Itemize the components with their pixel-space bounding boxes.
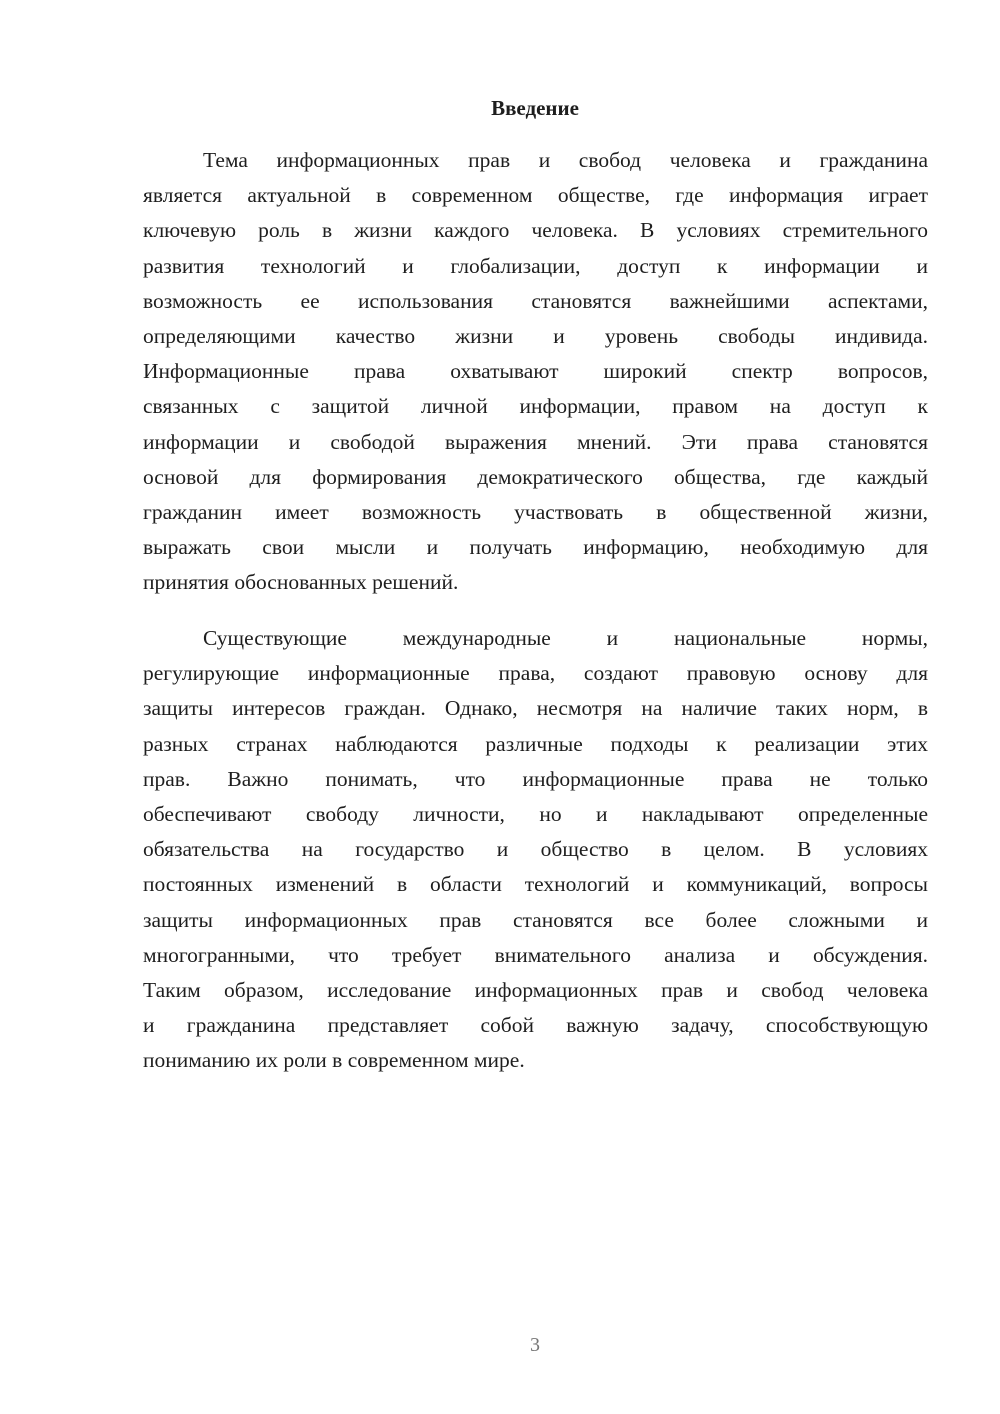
text-line: Таким образом, исследование информационных прав и свобод человека xyxy=(143,977,928,1002)
text-line: разных странах наблюдаются различные подходы к реализации этих xyxy=(143,731,928,756)
text-line: и гражданина представляет собой важную задачу, способствующую xyxy=(143,1013,928,1038)
text-line: Существующие международные и национальные нормы, xyxy=(203,626,928,650)
text-line: регулирующие информационные права, создают правовую основу для xyxy=(143,661,928,686)
text-line: гражданин имеет возможность участвовать в общественной жизни, xyxy=(143,499,928,524)
page-title: Введение xyxy=(491,96,579,120)
text-line: Тема информационных прав и свобод человека и гражданина xyxy=(203,148,928,172)
text-line: пониманию их роли в современном мире. xyxy=(143,1048,525,1073)
text-line: обеспечивают свободу личности, но и накладывают определенные xyxy=(143,801,928,826)
text-line: защиты информационных прав становятся все более сложными и xyxy=(143,907,928,932)
text-line: ключевую роль в жизни каждого человека. В условиях стремительного xyxy=(143,218,928,243)
text-line: постоянных изменений в области технологий и коммуникаций, вопросы xyxy=(143,872,928,897)
paragraph-1 xyxy=(143,143,928,600)
text-line: прав. Важно понимать, что информационные права не только xyxy=(143,766,928,791)
text-line: связанных с защитой личной информации, правом на доступ к xyxy=(143,394,928,419)
text-line: Информационные права охватывают широкий спектр вопросов, xyxy=(143,359,928,384)
text-line: обязательства на государство и общество в целом. В условиях xyxy=(143,837,928,862)
text-line: принятия обоснованных решений. xyxy=(143,570,459,595)
text-line: основой для формирования демократического общества, где каждый xyxy=(143,464,928,489)
text-line: многогранными, что требует внимательного анализа и обсуждения. xyxy=(143,942,928,967)
text-line: развития технологий и глобализации, доступ к информации и xyxy=(143,253,928,278)
text-line: возможность ее использования становятся важнейшими аспектами, xyxy=(143,288,928,313)
text-line: защиты интересов граждан. Однако, несмотря на наличие таких норм, в xyxy=(143,696,928,721)
page-number: 3 xyxy=(530,1334,540,1356)
text-line: является актуальной в современном обществе, где информация играет xyxy=(143,183,928,208)
text-line: информации и свободой выражения мнений. Эти права становятся xyxy=(143,429,928,454)
paragraph-2 xyxy=(143,621,928,1078)
text-line: выражать свои мысли и получать информацию, необходимую для xyxy=(143,535,928,560)
text-line: определяющими качество жизни и уровень свободы индивида. xyxy=(143,323,928,348)
